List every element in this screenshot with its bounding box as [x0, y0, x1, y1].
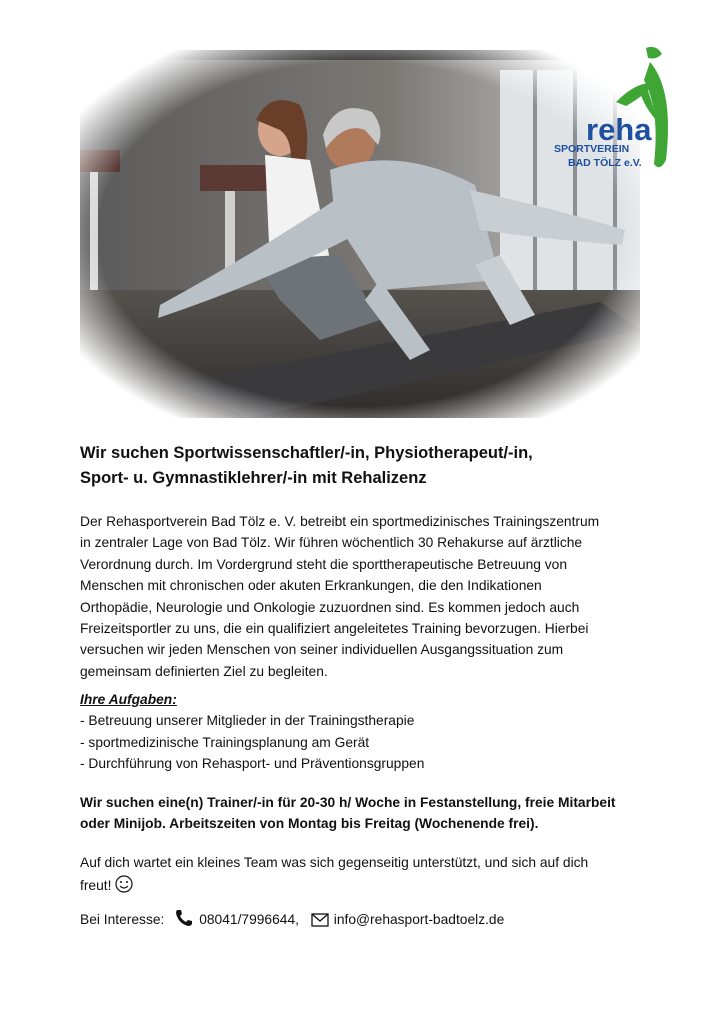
tasks-section	[80, 689, 660, 775]
contact-label: Bei Interesse:	[80, 912, 165, 927]
logo-word: reha	[586, 112, 652, 147]
offer-line: oder Minijob. Arbeitszeiten von Montag bis Freitag (Wochenende frei).	[80, 816, 539, 832]
offer-line: Wir suchen eine(n) Trainer/-in für 20-30 h/ Woche in Festanstellung, freie Mitarbeit	[80, 795, 616, 810]
headline	[80, 441, 660, 491]
headline-line: Wir suchen Sportwissenschaftler/-in, Physiotherapeut/-in,	[80, 444, 533, 462]
phone-link[interactable]: 08041/7996644,	[199, 912, 299, 927]
reha-logo	[548, 40, 678, 180]
task-item: - sportmedizinische Trainingsplanung am Gerät	[80, 734, 370, 750]
contact-line	[80, 909, 504, 931]
phone-icon	[174, 909, 194, 927]
paragraph-line: Orthopädie, Neurologie und Onkologie zuzuordnen sind. Es kommen jedoch auch	[80, 599, 580, 615]
intro-paragraph	[80, 511, 670, 682]
team-line: Auf dich wartet ein kleines Team was sich gegenseitig unterstützt, und sich auf dich	[80, 855, 589, 870]
envelope-icon	[311, 913, 329, 927]
smiley-icon	[115, 875, 133, 893]
paragraph-line: versuchen wir jeden Menschen von seiner individuellen Ausgangssituation zum	[80, 642, 564, 658]
logo-subtitle-line2: BAD TÖLZ e.V.	[568, 157, 642, 169]
logo-subtitle-line1: SPORTVEREIN	[554, 143, 630, 155]
paragraph-line: Der Rehasportverein Bad Tölz e. V. betreibt ein sportmedizinisches Trainingszentrum	[80, 514, 600, 529]
paragraph-line: Freizeitsportler zu uns, die ein qualifiziert angeleitetes Training bevorzugen. Hierbei	[80, 621, 589, 637]
headline-line: Sport- u. Gymnastiklehrer/-in mit Rehalizenz	[80, 469, 427, 487]
task-item: - Betreuung unserer Mitglieder in der Trainingstherapie	[80, 713, 415, 729]
paragraph-line: Menschen mit chronischen oder akuten Erkrankungen, die den Indikationen	[80, 578, 542, 594]
team-note	[80, 851, 680, 897]
paragraph-line: in zentraler Lage von Bad Tölz. Wir führen wöchentlich 30 Rehakurse auf ärztliche	[80, 535, 583, 551]
paragraph-line: Verordnung durch. Im Vordergrund steht die sporttherapeutische Betreuung von	[80, 556, 568, 572]
team-line: freut!	[80, 878, 112, 893]
job-offer	[80, 792, 680, 835]
email-link[interactable]: info@rehasport-badtoelz.de	[333, 912, 505, 927]
tasks-title: Ihre Aufgaben:	[80, 692, 177, 707]
paragraph-line: gemeinsam definierten Ziel zu begleiten.	[80, 663, 328, 679]
team-line-2	[80, 874, 680, 897]
task-item: - Durchführung von Rehasport- und Präventionsgruppen	[80, 756, 425, 772]
